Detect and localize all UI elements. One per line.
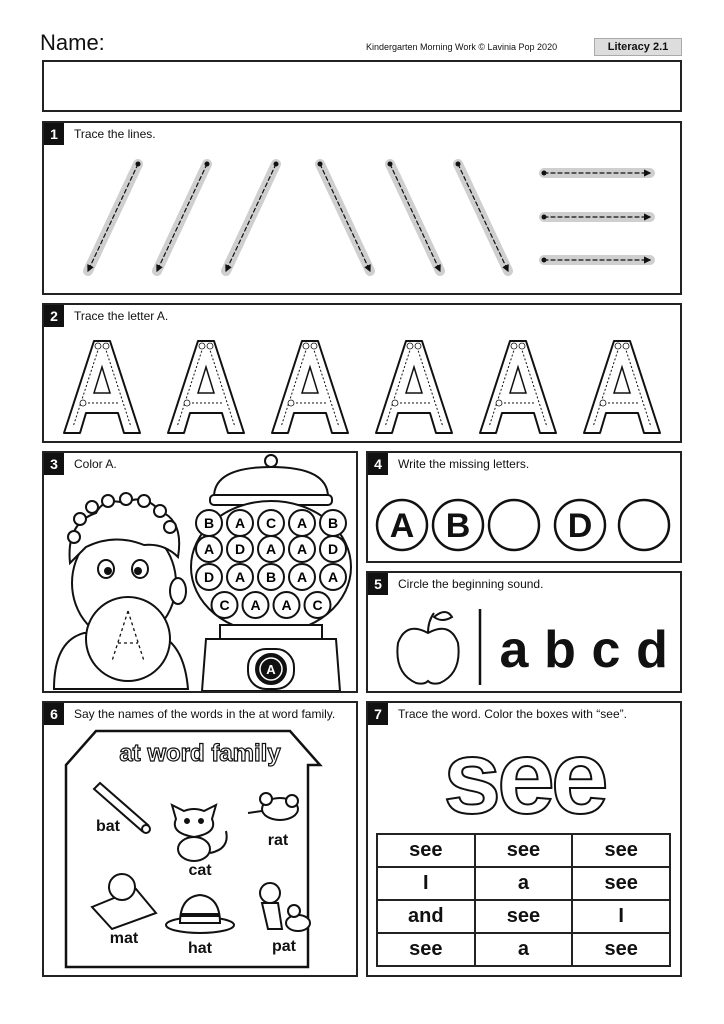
trace-letter-a [376,341,452,433]
section-instruction: Write the missing letters. [398,457,530,471]
word-cell[interactable]: I [377,867,475,900]
word-family-house [44,703,356,975]
table-row [377,834,670,867]
trace-line [88,162,141,272]
gumball-letter: B [265,569,277,585]
gumball-letter: C [219,597,230,613]
trace-line [388,162,441,272]
word-cell[interactable]: see [377,933,475,966]
word-cell[interactable]: see [377,834,475,867]
worksheet-tag: Literacy 2.1 [594,38,682,56]
circle-letter: B [445,507,471,545]
gumball-letter: A [327,569,339,585]
trace-letter-a [272,341,348,433]
boy-illustration [54,493,188,689]
section-number: 1 [44,123,64,145]
section-trace-lines [42,121,682,295]
section-instruction: Say the names of the words in the at word family. [74,707,336,721]
name-input-box[interactable] [42,60,682,112]
gumball-letter: D [327,541,339,557]
gumball-letter: A [234,515,246,531]
table-row [377,867,670,900]
apple-icon [397,612,458,684]
gumball-letter: D [203,569,215,585]
gumball-letter: A [296,541,308,557]
section-word-family [42,701,358,977]
section-number: 5 [368,573,388,595]
word-label: bat [96,818,120,835]
gumball-letter: B [327,515,339,531]
letter-option: d [636,621,668,679]
word-cell[interactable]: see [475,900,573,933]
section-color-a [42,451,358,693]
letter-option: a [499,621,529,679]
table-row [377,900,670,933]
section-missing-letters [366,451,682,563]
section-number: 4 [368,453,388,475]
copyright-credit: Kindergarten Morning Work © Lavinia Pop 2020 [366,42,558,52]
section-instruction: Color A. [74,457,117,471]
gumball-letter: D [234,541,246,557]
trace-letter-a [584,341,660,433]
gumball-letter: A [203,541,215,557]
trace-line [456,162,509,272]
trace-line [157,162,210,272]
word-cell[interactable]: see [572,933,670,966]
word-label: hat [188,940,212,957]
gumball-illustration [44,453,356,691]
gumball-letter: A [250,597,261,613]
section-number: 6 [44,703,64,725]
trace-line [318,162,371,272]
section-number: 2 [44,305,64,327]
letter-circle [489,500,539,550]
letter-a-tracing[interactable] [44,305,680,441]
word-cell[interactable]: a [475,867,573,900]
trace-line [542,215,651,220]
gumball-letter: A [265,541,277,557]
gumball-letter: B [203,515,215,531]
trace-line [542,171,651,176]
gumball-letter: A [296,569,308,585]
section-instruction: Trace the word. Color the boxes with “see”. [398,707,627,721]
gumball-letter: C [312,597,323,613]
word-cell[interactable]: see [475,834,573,867]
trace-letter-a [480,341,556,433]
word-cell[interactable]: and [377,900,475,933]
letter-option: b [544,621,576,679]
section-number: 3 [44,453,64,475]
name-label: Name: [40,30,105,55]
word-label: pat [272,938,296,955]
trace-line [226,162,279,272]
tracing-lines[interactable] [44,123,680,293]
beginning-sound-row [368,573,680,691]
trace-letter-a [64,341,140,433]
gumball-letter: C [265,515,277,531]
circle-letter: D [567,507,593,545]
table-row [377,933,670,966]
circle-letter: A [389,507,415,545]
machine-letter: A [266,662,276,677]
trace-line [542,258,651,263]
word-grid [376,833,671,967]
section-beginning-sound [366,571,682,693]
gumball-letter: A [296,515,308,531]
section-instruction: Circle the beginning sound. [398,577,544,591]
section-number: 7 [368,703,388,725]
trace-word: see [443,720,605,833]
letter-circle [619,500,669,550]
word-label: cat [188,862,212,879]
gumball-letter: A [281,597,292,613]
word-cell[interactable]: see [572,834,670,867]
trace-letter-a [168,341,244,433]
section-instruction: Trace the lines. [74,127,156,141]
word-family-title: at word family [119,740,281,767]
word-cell[interactable]: a [475,933,573,966]
word-cell[interactable]: I [572,900,670,933]
word-cell[interactable]: see [572,867,670,900]
letter-option: c [591,621,621,679]
letter-circles[interactable] [368,453,680,561]
section-trace-letter [42,303,682,443]
word-label: mat [109,930,139,947]
section-instruction: Trace the letter A. [74,309,169,323]
gumball-letter: A [234,569,246,585]
word-label: rat [267,832,289,849]
trace-word-see[interactable] [368,703,680,833]
